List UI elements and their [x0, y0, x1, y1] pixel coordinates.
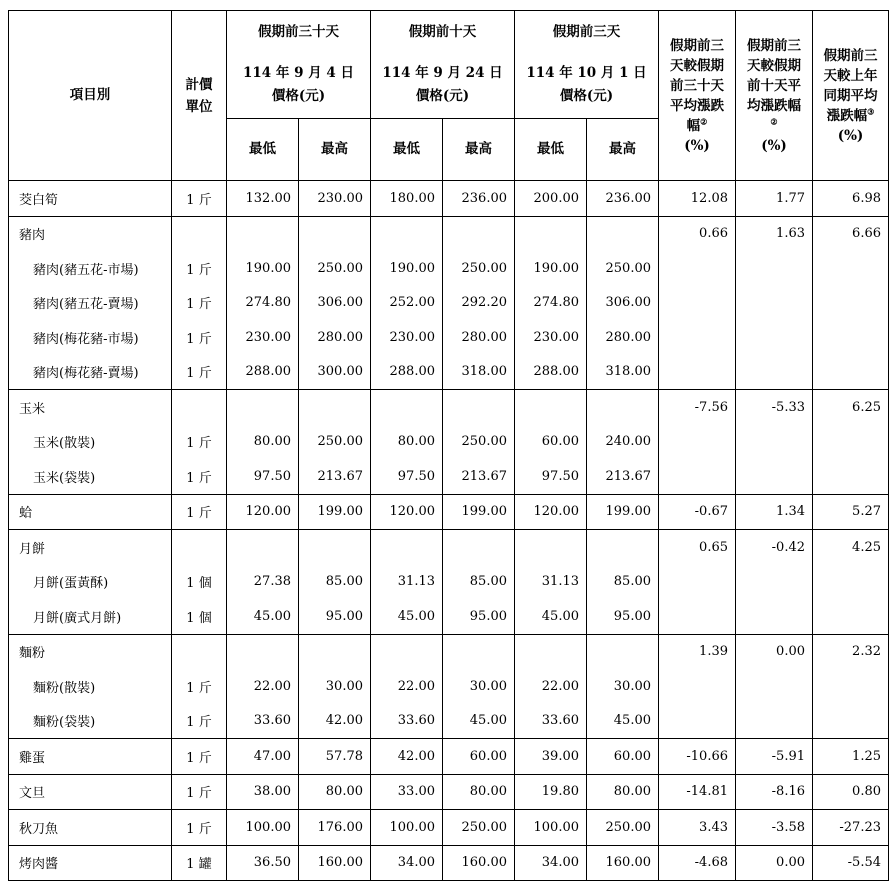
cell-change-vs-10: [736, 251, 813, 286]
header-unit: 計價單位: [172, 11, 227, 181]
cell-low-3: [515, 390, 587, 425]
cell-high-10: 30.00: [443, 669, 515, 704]
cell-high-3: 95.00: [587, 599, 659, 634]
table-row: [9, 390, 889, 425]
cell-low-10: 180.00: [371, 181, 443, 217]
cell-item-name: 麵粉: [9, 634, 172, 669]
cell-low-3: 60.00: [515, 425, 587, 460]
cell-item-name: 豬肉(豬五花-市場): [9, 251, 172, 286]
header-period-3: [515, 11, 659, 119]
cell-high-30: 160.00: [299, 845, 371, 881]
cell-low-10: [371, 634, 443, 669]
cell-high-30: [299, 634, 371, 669]
cell-low-10: 97.50: [371, 459, 443, 494]
cell-change-vs-30: 0.65: [659, 530, 736, 565]
cell-low-3: 39.00: [515, 739, 587, 775]
cell-change-yoy: [813, 355, 889, 390]
cell-change-yoy: 2.32: [813, 634, 889, 669]
cell-high-30: 300.00: [299, 355, 371, 390]
cell-high-30: [299, 390, 371, 425]
cell-change-yoy: 0.80: [813, 774, 889, 810]
cell-change-yoy: [813, 459, 889, 494]
cell-unit: 1 斤: [172, 810, 227, 846]
cell-low-3: 97.50: [515, 459, 587, 494]
cell-change-vs-10: [736, 355, 813, 390]
cell-low-30: [227, 390, 299, 425]
table-body: [9, 181, 889, 881]
table-row: [9, 530, 889, 565]
cell-low-10: 230.00: [371, 320, 443, 355]
cell-change-yoy: 6.25: [813, 390, 889, 425]
cell-item-name: 烤肉醬: [9, 845, 172, 881]
cell-item-name: 雞蛋: [9, 739, 172, 775]
cell-high-10: 199.00: [443, 494, 515, 530]
cell-change-vs-10: -5.33: [736, 390, 813, 425]
cell-change-yoy: [813, 704, 889, 739]
cell-unit: 1 斤: [172, 774, 227, 810]
cell-item-name: 月餅(蛋黃酥): [9, 565, 172, 600]
cell-unit: 1 罐: [172, 845, 227, 881]
cell-change-vs-30: -4.68: [659, 845, 736, 881]
cell-unit: 1 個: [172, 599, 227, 634]
cell-low-3: 45.00: [515, 599, 587, 634]
cell-change-vs-30: [659, 669, 736, 704]
cell-change-vs-10: -8.16: [736, 774, 813, 810]
cell-change-vs-10: [736, 320, 813, 355]
cell-low-10: 120.00: [371, 494, 443, 530]
cell-high-10: [443, 216, 515, 251]
cell-low-3: 33.60: [515, 704, 587, 739]
period-30-price-label: 價格(元): [271, 88, 326, 104]
cell-item-name: 秋刀魚: [9, 810, 172, 846]
cell-high-30: 30.00: [299, 669, 371, 704]
cell-item-name: 玉米(袋裝): [9, 459, 172, 494]
cell-change-vs-30: -10.66: [659, 739, 736, 775]
cell-low-3: [515, 634, 587, 669]
cell-item-name: 豬肉: [9, 216, 172, 251]
cell-item-name: 茭白筍: [9, 181, 172, 217]
table-row: [9, 286, 889, 321]
cell-low-3: 200.00: [515, 181, 587, 217]
cell-low-3: 230.00: [515, 320, 587, 355]
cell-low-10: 100.00: [371, 810, 443, 846]
cell-low-10: [371, 216, 443, 251]
cell-high-30: 42.00: [299, 704, 371, 739]
cell-high-10: 60.00: [443, 739, 515, 775]
table-row: [9, 739, 889, 775]
cell-change-yoy: [813, 599, 889, 634]
cell-change-vs-10: 1.77: [736, 181, 813, 217]
cell-unit: 1 斤: [172, 320, 227, 355]
cell-item-name: 玉米(散裝): [9, 425, 172, 460]
cell-low-10: 80.00: [371, 425, 443, 460]
header-change-yoy: 假期前三天較上年同期平均漲跌幅③ (%): [813, 11, 889, 181]
cell-high-3: [587, 530, 659, 565]
cell-low-3: 31.13: [515, 565, 587, 600]
cell-low-10: [371, 530, 443, 565]
cell-change-vs-30: [659, 355, 736, 390]
cell-high-3: [587, 390, 659, 425]
cell-high-30: 95.00: [299, 599, 371, 634]
cell-high-3: 45.00: [587, 704, 659, 739]
period-30-title: 假期前三十天: [258, 24, 339, 40]
table-row: [9, 810, 889, 846]
cell-unit: 1 斤: [172, 459, 227, 494]
cell-change-vs-30: -7.56: [659, 390, 736, 425]
cell-low-30: 132.00: [227, 181, 299, 217]
cell-low-30: 288.00: [227, 355, 299, 390]
cell-high-10: [443, 634, 515, 669]
cell-high-3: 250.00: [587, 810, 659, 846]
table-header: [9, 11, 889, 181]
table-row: [9, 251, 889, 286]
table-row: [9, 634, 889, 669]
cell-high-3: [587, 216, 659, 251]
cell-change-yoy: 5.27: [813, 494, 889, 530]
cell-change-yoy: 6.66: [813, 216, 889, 251]
table-row: [9, 845, 889, 881]
cell-high-30: 230.00: [299, 181, 371, 217]
cell-high-30: 176.00: [299, 810, 371, 846]
cell-change-vs-10: 0.00: [736, 634, 813, 669]
cell-low-3: 19.80: [515, 774, 587, 810]
cell-low-3: 274.80: [515, 286, 587, 321]
cell-change-vs-10: 0.00: [736, 845, 813, 881]
cell-change-vs-30: [659, 599, 736, 634]
table-row: [9, 181, 889, 217]
cell-low-30: [227, 530, 299, 565]
cell-unit: 1 斤: [172, 669, 227, 704]
cell-change-vs-10: [736, 565, 813, 600]
cell-high-3: [587, 634, 659, 669]
cell-change-vs-30: 1.39: [659, 634, 736, 669]
header-high-30: 最高: [299, 119, 371, 181]
cell-low-30: 274.80: [227, 286, 299, 321]
cell-low-3: 22.00: [515, 669, 587, 704]
header-low-3: 最低: [515, 119, 587, 181]
table-row: [9, 320, 889, 355]
cell-high-10: 80.00: [443, 774, 515, 810]
cell-low-30: 80.00: [227, 425, 299, 460]
cell-unit: 1 斤: [172, 425, 227, 460]
table-row: [9, 774, 889, 810]
cell-unit: 1 個: [172, 565, 227, 600]
cell-high-30: 280.00: [299, 320, 371, 355]
table-row: [9, 494, 889, 530]
cell-change-yoy: [813, 565, 889, 600]
cell-high-3: 280.00: [587, 320, 659, 355]
price-comparison-table: [8, 10, 889, 881]
table-row: [9, 599, 889, 634]
period-3-date: 114 年 10 月 1 日: [526, 65, 647, 81]
cell-low-30: 120.00: [227, 494, 299, 530]
cell-high-10: 45.00: [443, 704, 515, 739]
cell-high-10: 250.00: [443, 425, 515, 460]
cell-low-3: 120.00: [515, 494, 587, 530]
cell-high-10: 95.00: [443, 599, 515, 634]
cell-item-name: 豬肉(豬五花-賣場): [9, 286, 172, 321]
cell-change-vs-30: 3.43: [659, 810, 736, 846]
cell-high-10: [443, 530, 515, 565]
cell-high-3: 250.00: [587, 251, 659, 286]
cell-change-vs-10: -0.42: [736, 530, 813, 565]
cell-unit: 1 斤: [172, 704, 227, 739]
cell-unit: [172, 530, 227, 565]
cell-high-10: 250.00: [443, 810, 515, 846]
cell-low-10: 42.00: [371, 739, 443, 775]
cell-high-3: 236.00: [587, 181, 659, 217]
cell-item-name: 蛤: [9, 494, 172, 530]
cell-low-30: 190.00: [227, 251, 299, 286]
price-table-container: [8, 10, 889, 881]
cell-high-10: 236.00: [443, 181, 515, 217]
cell-low-30: 230.00: [227, 320, 299, 355]
cell-change-yoy: [813, 669, 889, 704]
cell-high-3: 306.00: [587, 286, 659, 321]
cell-change-yoy: 4.25: [813, 530, 889, 565]
cell-low-30: [227, 634, 299, 669]
period-3-price-label: 價格(元): [559, 88, 614, 104]
header-period-30: [227, 11, 371, 119]
cell-high-30: 80.00: [299, 774, 371, 810]
cell-low-10: 33.60: [371, 704, 443, 739]
cell-change-vs-10: [736, 425, 813, 460]
cell-change-vs-10: [736, 599, 813, 634]
cell-high-3: 30.00: [587, 669, 659, 704]
cell-change-yoy: [813, 425, 889, 460]
cell-item-name: 文旦: [9, 774, 172, 810]
cell-low-3: [515, 216, 587, 251]
cell-unit: 1 斤: [172, 181, 227, 217]
cell-high-30: 85.00: [299, 565, 371, 600]
cell-low-10: 34.00: [371, 845, 443, 881]
cell-low-3: [515, 530, 587, 565]
cell-high-10: 280.00: [443, 320, 515, 355]
table-row: [9, 565, 889, 600]
header-low-10: 最低: [371, 119, 443, 181]
cell-high-30: 306.00: [299, 286, 371, 321]
header-item: 項目別: [9, 11, 172, 181]
cell-unit: 1 斤: [172, 355, 227, 390]
cell-high-3: 60.00: [587, 739, 659, 775]
cell-low-10: 45.00: [371, 599, 443, 634]
cell-low-3: 288.00: [515, 355, 587, 390]
cell-low-30: 27.38: [227, 565, 299, 600]
cell-change-vs-30: [659, 459, 736, 494]
cell-item-name: 豬肉(梅花豬-賣場): [9, 355, 172, 390]
cell-unit: [172, 216, 227, 251]
cell-item-name: 麵粉(散裝): [9, 669, 172, 704]
cell-high-30: 250.00: [299, 251, 371, 286]
cell-high-3: 85.00: [587, 565, 659, 600]
cell-change-yoy: -27.23: [813, 810, 889, 846]
cell-low-10: 22.00: [371, 669, 443, 704]
cell-unit: 1 斤: [172, 494, 227, 530]
header-high-3: 最高: [587, 119, 659, 181]
cell-high-3: 318.00: [587, 355, 659, 390]
cell-change-yoy: [813, 251, 889, 286]
cell-item-name: 麵粉(袋裝): [9, 704, 172, 739]
cell-high-30: [299, 530, 371, 565]
cell-low-30: 47.00: [227, 739, 299, 775]
cell-high-3: 80.00: [587, 774, 659, 810]
cell-high-10: 213.67: [443, 459, 515, 494]
cell-high-30: 199.00: [299, 494, 371, 530]
period-3-title: 假期前三天: [552, 24, 621, 40]
cell-low-30: 36.50: [227, 845, 299, 881]
cell-change-vs-10: [736, 704, 813, 739]
cell-change-yoy: -5.54: [813, 845, 889, 881]
cell-change-yoy: [813, 320, 889, 355]
cell-low-10: 252.00: [371, 286, 443, 321]
cell-high-30: [299, 216, 371, 251]
period-10-price-label: 價格(元): [415, 88, 470, 104]
cell-high-30: 250.00: [299, 425, 371, 460]
cell-unit: [172, 390, 227, 425]
cell-unit: 1 斤: [172, 286, 227, 321]
cell-change-yoy: [813, 286, 889, 321]
table-row: [9, 459, 889, 494]
cell-unit: 1 斤: [172, 739, 227, 775]
cell-item-name: 豬肉(梅花豬-市場): [9, 320, 172, 355]
period-30-date: 114 年 9 月 4 日: [243, 65, 354, 81]
table-row: [9, 216, 889, 251]
header-change-vs-10: 假期前三天較假期前十天平均漲跌幅② (%): [736, 11, 813, 181]
cell-item-name: 玉米: [9, 390, 172, 425]
cell-low-30: [227, 216, 299, 251]
period-10-title: 假期前十天: [408, 24, 477, 40]
cell-high-3: 199.00: [587, 494, 659, 530]
header-change-vs-30: 假期前三天較假期前三十天平均漲跌幅② (%): [659, 11, 736, 181]
cell-change-vs-30: [659, 320, 736, 355]
table-row: [9, 425, 889, 460]
cell-low-10: 33.00: [371, 774, 443, 810]
header-period-10: [371, 11, 515, 119]
cell-change-vs-10: 1.63: [736, 216, 813, 251]
cell-unit: [172, 634, 227, 669]
cell-high-10: 318.00: [443, 355, 515, 390]
cell-change-vs-10: [736, 669, 813, 704]
cell-unit: 1 斤: [172, 251, 227, 286]
cell-change-vs-30: [659, 251, 736, 286]
cell-low-3: 100.00: [515, 810, 587, 846]
table-row: [9, 669, 889, 704]
cell-high-10: 250.00: [443, 251, 515, 286]
cell-high-10: 292.20: [443, 286, 515, 321]
cell-change-vs-10: -5.91: [736, 739, 813, 775]
cell-low-3: 34.00: [515, 845, 587, 881]
cell-change-vs-30: [659, 286, 736, 321]
cell-high-10: [443, 390, 515, 425]
cell-change-vs-30: -14.81: [659, 774, 736, 810]
cell-low-10: 190.00: [371, 251, 443, 286]
cell-low-10: 288.00: [371, 355, 443, 390]
cell-low-30: 22.00: [227, 669, 299, 704]
cell-high-3: 213.67: [587, 459, 659, 494]
header-low-30: 最低: [227, 119, 299, 181]
cell-low-30: 97.50: [227, 459, 299, 494]
cell-high-10: 85.00: [443, 565, 515, 600]
cell-high-30: 213.67: [299, 459, 371, 494]
cell-high-10: 160.00: [443, 845, 515, 881]
cell-change-yoy: 6.98: [813, 181, 889, 217]
cell-change-vs-10: [736, 459, 813, 494]
table-row: [9, 704, 889, 739]
cell-low-10: [371, 390, 443, 425]
cell-item-name: 月餅: [9, 530, 172, 565]
cell-low-30: 45.00: [227, 599, 299, 634]
cell-change-vs-30: [659, 565, 736, 600]
cell-change-vs-10: 1.34: [736, 494, 813, 530]
table-row: [9, 355, 889, 390]
cell-change-vs-30: -0.67: [659, 494, 736, 530]
cell-item-name: 月餅(廣式月餅): [9, 599, 172, 634]
cell-change-vs-10: [736, 286, 813, 321]
period-10-date: 114 年 9 月 24 日: [382, 65, 503, 81]
cell-low-3: 190.00: [515, 251, 587, 286]
cell-change-vs-30: 12.08: [659, 181, 736, 217]
cell-change-vs-10: -3.58: [736, 810, 813, 846]
header-high-10: 最高: [443, 119, 515, 181]
cell-low-30: 100.00: [227, 810, 299, 846]
cell-change-vs-30: [659, 425, 736, 460]
cell-high-3: 160.00: [587, 845, 659, 881]
cell-high-3: 240.00: [587, 425, 659, 460]
cell-change-vs-30: [659, 704, 736, 739]
cell-high-30: 57.78: [299, 739, 371, 775]
cell-low-30: 38.00: [227, 774, 299, 810]
cell-low-30: 33.60: [227, 704, 299, 739]
cell-change-yoy: 1.25: [813, 739, 889, 775]
cell-change-vs-30: 0.66: [659, 216, 736, 251]
cell-low-10: 31.13: [371, 565, 443, 600]
